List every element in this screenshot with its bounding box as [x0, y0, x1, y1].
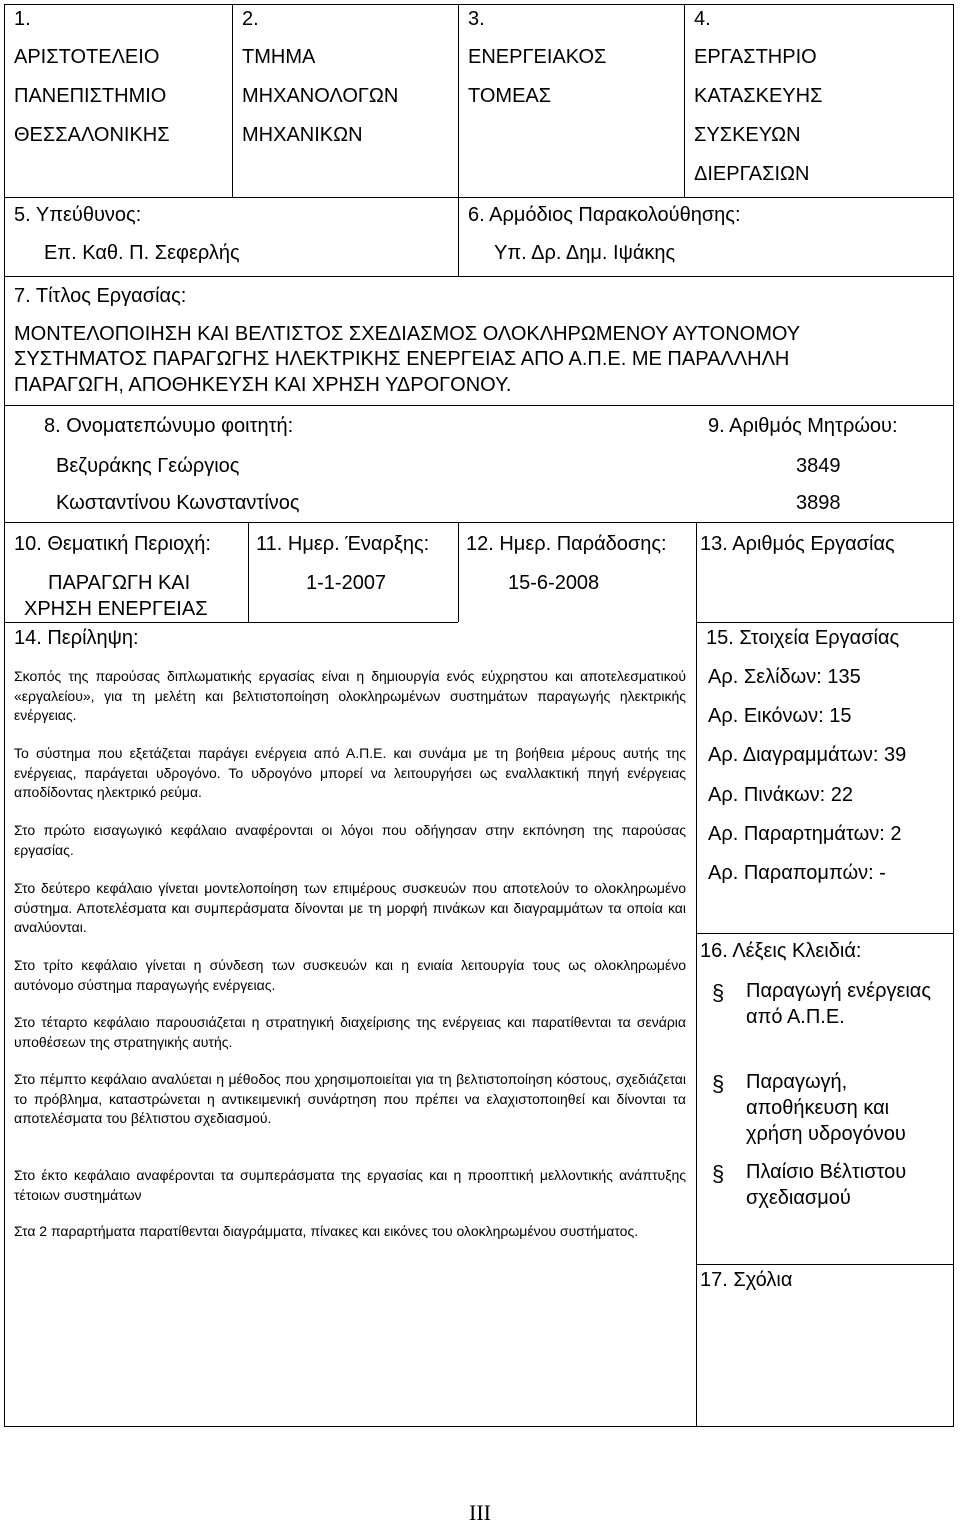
summary-paragraph: Το σύστημα που εξετάζεται παράγει ενέργεια από Α.Π.Ε. και συνάμα με τη βοήθεια μέρους αυτής της ενέργειας, παράγεται υδρογόνο. Το υδρογόνο μπορεί να λειτουργήσει ως εναλλακτική πηγή ενέργειας αποδίδοντας ηλεκτρικό ρεύμα. — [14, 745, 686, 800]
summary-paragraph: Στο δεύτερο κεφάλαιο γίνεται μοντελοποίηση των επιμέρους συσκευών που αποτελούν το ολοκληρωμένο σύστημα. Αποτελέσματα και συμπεράσματα δίνονται με τη μορφή πινάκων και διαγραμμάτων τα οποία και αναλύονται. — [14, 880, 686, 935]
header-col2-line: ΜΗΧΑΝΟΛΟΓΩΝ — [242, 85, 399, 107]
header-col2-line: ΜΗΧΑΝΙΚΩΝ — [242, 124, 363, 146]
rule — [696, 933, 954, 934]
student-name: Βεζυράκης Γεώργιος — [56, 455, 240, 477]
title-label: 7. Τίτλος Εργασίας: — [14, 285, 187, 307]
summary-paragraph: Σκοπός της παρούσας διπλωματικής εργασίας είναι η δημιουργία ενός εύχρηστου και αποτελεσματικού «εργαλείου», για τη μελέτη και βελτιστοποίηση ολοκληρωμένων συστημάτων παραγωγής ηλεκτρικής ενέργειας. — [14, 668, 686, 723]
keywords-label: 16. Λέξεις Κλειδιά: — [700, 940, 862, 962]
rule — [696, 522, 697, 1427]
summary-paragraph: Στο πρώτο εισαγωγικό κεφάλαιο αναφέρονται οι λόγοι που οδήγησαν στην εκπόνηση της παρούσας εργασίας. — [14, 822, 686, 858]
rule — [4, 276, 954, 277]
delivery-date-value: 15-6-2008 — [508, 572, 600, 594]
monitor-value: Υπ. Δρ. Δημ. Ιψάκης — [494, 242, 676, 264]
page-number: III — [469, 1500, 491, 1525]
rule — [4, 405, 954, 406]
header-col4-line: ΔΙΕΡΓΑΣΙΩΝ — [694, 163, 810, 185]
rule — [458, 197, 459, 276]
section-bullet-icon: § — [712, 980, 725, 1005]
work-number-label: 13. Αριθμός Εργασίας — [700, 533, 895, 555]
supervisor-label: 5. Υπεύθυνος: — [14, 204, 142, 226]
header-col1-num: 1. — [14, 8, 31, 30]
header-col1-line: ΘΕΣΣΑΛΟΝΙΚΗΣ — [14, 124, 170, 146]
header-col2-line: ΤΜΗΜΑ — [242, 46, 316, 68]
rule — [232, 4, 233, 198]
stats-item: Αρ. Διαγραμμάτων: 39 — [708, 744, 907, 766]
notes-label: 17. Σχόλια — [700, 1269, 793, 1291]
students-label: 8. Ονοματεπώνυμο φοιτητή: — [44, 415, 294, 437]
rule — [4, 197, 954, 198]
delivery-date-label: 12. Ημερ. Παράδοσης: — [466, 533, 667, 555]
title-line: ΣΥΣΤΗΜΑΤΟΣ ΠΑΡΑΓΩΓΗΣ ΗΛΕΚΤΡΙΚΗΣ ΕΝΕΡΓΕΙΑΣ ΑΠΟ Α.Π.Ε. ΜΕ ΠΑΡΑΛΛΗΛΗ — [14, 348, 790, 370]
rule — [696, 1264, 954, 1265]
start-date-value: 1-1-2007 — [306, 572, 387, 594]
keyword-item: Παραγωγή ενέργειας από Α.Π.Ε. — [746, 980, 932, 1028]
rule — [4, 622, 458, 623]
summary-paragraph: Στο πέμπτο κεφάλαιο αναλύεται η μέθοδος που χρησιμοποιείται για τη βελτιστοποίηση κόστους, σχεδιάζεται το πρόβλημα, καταστρώνεται η αντικειμενική συνάρτηση που πρέπει να ελαχιστοποιηθεί και δίνονται τα αποτελέσματα του βέλτιστου σχεδιασμού. — [14, 1071, 686, 1126]
header-col4-line: ΕΡΓΑΣΤΗΡΙΟ — [694, 46, 817, 68]
header-col2-num: 2. — [242, 8, 259, 30]
stats-item: Αρ. Παραπομπών: - — [708, 862, 886, 884]
title-line: ΜΟΝΤΕΛΟΠΟΙΗΣΗ ΚΑΙ ΒΕΛΤΙΣΤΟΣ ΣΧΕΔΙΑΣΜΟΣ ΟΛΟΚΛΗΡΩΜΕΝΟΥ ΑΥΤΟΝΟΜΟΥ — [14, 323, 801, 345]
stats-item: Αρ. Πινάκων: 22 — [708, 784, 854, 806]
summary-paragraph: Στα 2 παραρτήματα παρατίθενται διαγράμματα, πίνακες και εικόνες του ολοκληρωμένου συστήματος. — [14, 1223, 639, 1239]
rule — [458, 4, 459, 198]
keyword-item: Παραγωγή, αποθήκευση και χρήση υδρογόνου — [746, 1071, 906, 1145]
student-name: Κωσταντίνου Κωνσταντίνος — [56, 492, 300, 514]
monitor-label: 6. Αρμόδιος Παρακολούθησης: — [468, 204, 741, 226]
rule — [248, 522, 249, 622]
header-col4-line: ΚΑΤΑΣΚΕΥΗΣ — [694, 85, 823, 107]
header-col4-line: ΣΥΣΚΕΥΩΝ — [694, 124, 801, 146]
summary-label: 14. Περίληψη: — [14, 627, 139, 649]
rule — [458, 522, 459, 622]
student-id-label: 9. Αριθμός Μητρώου: — [708, 415, 898, 437]
summary-paragraph: Στο τέταρτο κεφάλαιο παρουσιάζεται η στρατηγική διαχείρισης της ενέργειας και παρατίθενται τα σενάρια υποθέσεων της στρατηγικής αυτής. — [14, 1014, 686, 1050]
title-line: ΠΑΡΑΓΩΓΗ, ΑΠΟΘΗΚΕΥΣΗ ΚΑΙ ΧΡΗΣΗ ΥΔΡΟΓΟΝΟΥ. — [14, 374, 512, 396]
header-col1-line: ΠΑΝΕΠΙΣΤΗΜΙΟ — [14, 85, 167, 107]
stats-item: Αρ. Εικόνων: 15 — [708, 705, 852, 727]
summary-paragraph: Στο τρίτο κεφάλαιο γίνεται η σύνδεση των συσκευών και η ενιαία λειτουργία τους ως ολοκληρωμένο αυτόνομο σύστημα παραγωγής ενέργειας. — [14, 957, 686, 993]
stats-item: Αρ. Παραρτημάτων: 2 — [708, 823, 902, 845]
header-col1-line: ΑΡΙΣΤΟΤΕΛΕΙΟ — [14, 46, 160, 68]
stats-item: Αρ. Σελίδων: 135 — [708, 666, 861, 688]
area-value: ΠΑΡΑΓΩΓΗ ΚΑΙ — [48, 572, 191, 594]
keyword-item: Πλαίσιο Βέλτιστου σχεδιασμού — [746, 1161, 907, 1209]
section-bullet-icon: § — [712, 1071, 725, 1096]
rule — [4, 522, 954, 523]
student-id: 3898 — [796, 492, 841, 514]
summary-paragraph: Στο έκτο κεφάλαιο αναφέρονται τα συμπεράσματα της εργασίας και η προοπτική μελλοντικής ανάπτυξης τέτοιων συστημάτων — [14, 1167, 686, 1203]
supervisor-value: Επ. Καθ. Π. Σεφερλής — [44, 242, 240, 264]
section-bullet-icon: § — [712, 1161, 725, 1186]
header-col3-line: ΕΝΕΡΓΕΙΑΚΟΣ — [468, 46, 607, 68]
rule — [684, 4, 685, 198]
header-col4-num: 4. — [694, 8, 711, 30]
area-label: 10. Θεματική Περιοχή: — [14, 533, 211, 555]
start-date-label: 11. Ημερ. Έναρξης: — [256, 533, 430, 555]
area-value: ΧΡΗΣΗ ΕΝΕΡΓΕΙΑΣ — [24, 598, 208, 620]
header-col3-num: 3. — [468, 8, 485, 30]
header-col3-line: ΤΟΜΕΑΣ — [468, 85, 552, 107]
stats-label: 15. Στοιχεία Εργασίας — [706, 627, 900, 649]
student-id: 3849 — [796, 455, 841, 477]
rule — [696, 622, 954, 623]
